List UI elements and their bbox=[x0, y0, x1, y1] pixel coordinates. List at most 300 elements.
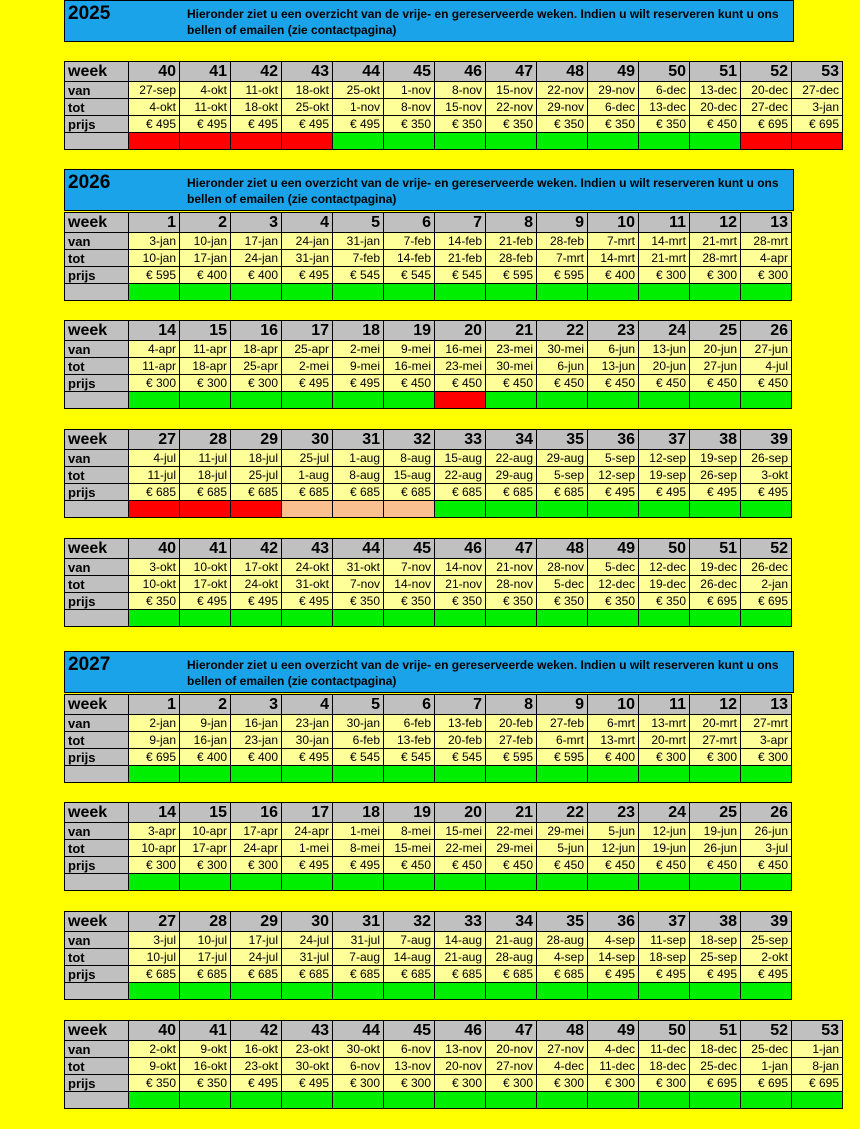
week-row-cell: 11 bbox=[639, 213, 690, 233]
availability-cell bbox=[690, 766, 741, 783]
availability-cell bbox=[282, 610, 333, 627]
week-row-cell: 48 bbox=[537, 539, 588, 559]
van-row-cell: 25-jul bbox=[282, 450, 333, 467]
status-row bbox=[65, 392, 792, 409]
tot-row-cell: 18-apr bbox=[180, 358, 231, 375]
availability-cell bbox=[792, 1092, 843, 1109]
tot-row-cell: 11-dec bbox=[588, 1058, 639, 1075]
prijs-row bbox=[65, 1075, 843, 1092]
week-table bbox=[64, 802, 792, 891]
week-row-cell: 20 bbox=[435, 803, 486, 823]
tot-row-cell: 9-mei bbox=[333, 358, 384, 375]
week-row-cell: 34 bbox=[486, 430, 537, 450]
tot-row-cell: 9-okt bbox=[129, 1058, 180, 1075]
prijs-row bbox=[65, 267, 792, 284]
week-row-cell: 50 bbox=[639, 62, 690, 82]
van-row-label: van bbox=[65, 82, 129, 99]
week-row-cell: 21 bbox=[486, 321, 537, 341]
prijs-row-cell: € 350 bbox=[486, 116, 537, 133]
van-row bbox=[65, 932, 792, 949]
tot-row-cell: 19-sep bbox=[639, 467, 690, 484]
tot-row-cell: 31-jul bbox=[282, 949, 333, 966]
week-row-cell: 15 bbox=[180, 321, 231, 341]
availability-cell bbox=[282, 874, 333, 891]
van-row-cell: 13-feb bbox=[435, 715, 486, 732]
van-row-cell: 2-mei bbox=[333, 341, 384, 358]
availability-cell bbox=[333, 983, 384, 1000]
availability-cell bbox=[537, 874, 588, 891]
prijs-row-cell: € 685 bbox=[129, 484, 180, 501]
prijs-row bbox=[65, 375, 792, 392]
week-row bbox=[65, 213, 792, 233]
tot-row-cell: 4-apr bbox=[741, 250, 792, 267]
availability-cell bbox=[435, 133, 486, 150]
tot-row-cell: 10-apr bbox=[129, 840, 180, 857]
availability-cell bbox=[435, 610, 486, 627]
prijs-row-cell: € 495 bbox=[282, 1075, 333, 1092]
availability-cell bbox=[741, 392, 792, 409]
tot-row-cell: 15-aug bbox=[384, 467, 435, 484]
tot-row-cell: 15-nov bbox=[435, 99, 486, 116]
van-row-cell: 19-sep bbox=[690, 450, 741, 467]
tot-row-cell: 23-mei bbox=[435, 358, 486, 375]
week-row-cell: 25 bbox=[690, 803, 741, 823]
week-table bbox=[64, 694, 792, 783]
week-row-cell: 37 bbox=[639, 430, 690, 450]
van-row-cell: 11-sep bbox=[639, 932, 690, 949]
availability-cell bbox=[741, 983, 792, 1000]
week-row-cell: 52 bbox=[741, 62, 792, 82]
tot-row-cell: 27-nov bbox=[486, 1058, 537, 1075]
tot-row-cell: 2-mei bbox=[282, 358, 333, 375]
week-row-cell: 29 bbox=[231, 430, 282, 450]
tot-row-cell: 24-jul bbox=[231, 949, 282, 966]
tot-row-cell: 1-nov bbox=[333, 99, 384, 116]
week-row-cell: 19 bbox=[384, 803, 435, 823]
availability-cell bbox=[486, 766, 537, 783]
prijs-row-cell: € 685 bbox=[435, 966, 486, 983]
prijs-row-cell: € 350 bbox=[639, 593, 690, 610]
tot-row-label: tot bbox=[65, 732, 129, 749]
prijs-row-cell: € 695 bbox=[129, 749, 180, 766]
availability-cell bbox=[231, 874, 282, 891]
prijs-row-cell: € 450 bbox=[537, 857, 588, 874]
tot-row-cell: 7-nov bbox=[333, 576, 384, 593]
van-row-cell: 18-apr bbox=[231, 341, 282, 358]
availability-cell bbox=[537, 1092, 588, 1109]
prijs-row-cell: € 350 bbox=[384, 593, 435, 610]
tot-row-cell: 15-mei bbox=[384, 840, 435, 857]
van-row-cell: 22-mei bbox=[486, 823, 537, 840]
prijs-row-cell: € 350 bbox=[588, 116, 639, 133]
tot-row-cell: 28-nov bbox=[486, 576, 537, 593]
prijs-row-cell: € 450 bbox=[690, 116, 741, 133]
week-row-cell: 30 bbox=[282, 912, 333, 932]
availability-cell bbox=[231, 766, 282, 783]
week-table bbox=[64, 538, 792, 627]
availability-cell bbox=[333, 610, 384, 627]
week-row-cell: 6 bbox=[384, 213, 435, 233]
tot-row-cell: 25-sep bbox=[690, 949, 741, 966]
reservation-message: Hieronder ziet u een overzicht van de vrije- en gereserveerde weken. Indien u wilt reserveren kunt u ons bellen of emailen (zie contactpagina) bbox=[187, 176, 779, 206]
van-row-cell: 6-feb bbox=[384, 715, 435, 732]
tot-row-cell: 12-dec bbox=[588, 576, 639, 593]
tot-row-cell: 7-mrt bbox=[537, 250, 588, 267]
prijs-row-cell: € 685 bbox=[486, 484, 537, 501]
status-row-label bbox=[65, 983, 129, 1000]
week-row-cell: 16 bbox=[231, 803, 282, 823]
year-title: 2027 bbox=[68, 654, 111, 675]
van-row-cell: 22-aug bbox=[486, 450, 537, 467]
week-row bbox=[65, 912, 792, 932]
tot-row-cell: 25-apr bbox=[231, 358, 282, 375]
tot-row-cell: 30-mei bbox=[486, 358, 537, 375]
tot-row-cell: 27-mrt bbox=[690, 732, 741, 749]
availability-cell bbox=[180, 1092, 231, 1109]
availability-cell bbox=[384, 874, 435, 891]
year-banner-2025 bbox=[64, 0, 794, 42]
prijs-row-cell: € 685 bbox=[384, 966, 435, 983]
tot-row-cell: 25-jul bbox=[231, 467, 282, 484]
status-row-label bbox=[65, 392, 129, 409]
availability-cell bbox=[639, 983, 690, 1000]
availability-cell bbox=[486, 983, 537, 1000]
van-row-cell: 28-mrt bbox=[741, 233, 792, 250]
tot-row-cell: 27-jun bbox=[690, 358, 741, 375]
availability-cell bbox=[435, 501, 486, 518]
availability-cell bbox=[333, 392, 384, 409]
tot-row-cell: 30-jan bbox=[282, 732, 333, 749]
availability-cell bbox=[537, 983, 588, 1000]
week-row-cell: 10 bbox=[588, 213, 639, 233]
van-row-cell: 26-dec bbox=[741, 559, 792, 576]
prijs-row-cell: € 300 bbox=[537, 1075, 588, 1092]
prijs-row-cell: € 350 bbox=[537, 116, 588, 133]
van-row-cell: 23-mei bbox=[486, 341, 537, 358]
van-row-cell: 24-jul bbox=[282, 932, 333, 949]
prijs-row-cell: € 495 bbox=[231, 593, 282, 610]
van-row-cell: 5-dec bbox=[588, 559, 639, 576]
status-row bbox=[65, 874, 792, 891]
availability-cell bbox=[129, 766, 180, 783]
tot-row-cell: 28-mrt bbox=[690, 250, 741, 267]
prijs-row-cell: € 350 bbox=[129, 593, 180, 610]
van-row-cell: 9-jan bbox=[180, 715, 231, 732]
prijs-row-label: prijs bbox=[65, 749, 129, 766]
tot-row-cell: 14-nov bbox=[384, 576, 435, 593]
tot-row-cell: 18-sep bbox=[639, 949, 690, 966]
prijs-row-cell: € 350 bbox=[537, 593, 588, 610]
prijs-row-cell: € 495 bbox=[282, 267, 333, 284]
van-row bbox=[65, 341, 792, 358]
week-row-cell: 35 bbox=[537, 430, 588, 450]
van-row-cell: 29-aug bbox=[537, 450, 588, 467]
prijs-row-cell: € 595 bbox=[486, 267, 537, 284]
availability-cell bbox=[333, 1092, 384, 1109]
van-row-cell: 20-nov bbox=[486, 1041, 537, 1058]
week-row-cell: 38 bbox=[690, 912, 741, 932]
week-row-cell: 18 bbox=[333, 321, 384, 341]
week-row bbox=[65, 62, 843, 82]
van-row-cell: 20-feb bbox=[486, 715, 537, 732]
week-row bbox=[65, 539, 792, 559]
availability-cell bbox=[333, 874, 384, 891]
tot-row-cell: 7-aug bbox=[333, 949, 384, 966]
van-row bbox=[65, 715, 792, 732]
week-row-cell: 31 bbox=[333, 912, 384, 932]
tot-row-cell: 22-nov bbox=[486, 99, 537, 116]
week-row-cell: 39 bbox=[741, 430, 792, 450]
week-row-cell: 36 bbox=[588, 912, 639, 932]
prijs-row-cell: € 450 bbox=[486, 857, 537, 874]
availability-cell bbox=[690, 133, 741, 150]
availability-cell bbox=[639, 392, 690, 409]
availability-cell bbox=[435, 284, 486, 301]
year-banner-2027 bbox=[64, 651, 794, 693]
availability-cell bbox=[435, 874, 486, 891]
prijs-row-cell: € 300 bbox=[384, 1075, 435, 1092]
tot-row-cell: 27-dec bbox=[741, 99, 792, 116]
week-row-cell: 13 bbox=[741, 213, 792, 233]
van-row-cell: 5-sep bbox=[588, 450, 639, 467]
year-title: 2025 bbox=[68, 3, 111, 24]
week-row bbox=[65, 803, 792, 823]
week-row-cell: 43 bbox=[282, 62, 333, 82]
week-row-label: week bbox=[65, 695, 129, 715]
van-row-cell: 16-mei bbox=[435, 341, 486, 358]
van-row-cell: 21-aug bbox=[486, 932, 537, 949]
week-row-cell: 2 bbox=[180, 213, 231, 233]
week-row-cell: 17 bbox=[282, 803, 333, 823]
week-row-cell: 12 bbox=[690, 695, 741, 715]
tot-row-cell: 10-okt bbox=[129, 576, 180, 593]
van-row-cell: 27-dec bbox=[792, 82, 843, 99]
week-row-cell: 10 bbox=[588, 695, 639, 715]
availability-cell bbox=[384, 1092, 435, 1109]
week-row-label: week bbox=[65, 213, 129, 233]
prijs-row-cell: € 300 bbox=[180, 375, 231, 392]
van-row bbox=[65, 233, 792, 250]
van-row-cell: 1-nov bbox=[384, 82, 435, 99]
week-row-label: week bbox=[65, 62, 129, 82]
tot-row-cell: 13-feb bbox=[384, 732, 435, 749]
van-row-cell: 14-mrt bbox=[639, 233, 690, 250]
week-row-cell: 49 bbox=[588, 62, 639, 82]
van-row-cell: 26-sep bbox=[741, 450, 792, 467]
prijs-row-cell: € 695 bbox=[741, 1075, 792, 1092]
prijs-row-cell: € 495 bbox=[741, 966, 792, 983]
availability-cell bbox=[690, 983, 741, 1000]
year-banner-2026 bbox=[64, 169, 794, 211]
tot-row-cell: 19-jun bbox=[639, 840, 690, 857]
tot-row-cell: 4-jul bbox=[741, 358, 792, 375]
week-row-cell: 7 bbox=[435, 213, 486, 233]
prijs-row-label: prijs bbox=[65, 375, 129, 392]
prijs-row-cell: € 595 bbox=[129, 267, 180, 284]
status-row bbox=[65, 610, 792, 627]
prijs-row-cell: € 300 bbox=[231, 375, 282, 392]
van-row-label: van bbox=[65, 450, 129, 467]
van-row-cell: 15-mei bbox=[435, 823, 486, 840]
prijs-row-cell: € 350 bbox=[384, 116, 435, 133]
availability-cell bbox=[690, 284, 741, 301]
prijs-row-cell: € 300 bbox=[231, 857, 282, 874]
van-row-cell: 19-dec bbox=[690, 559, 741, 576]
van-row-cell: 8-aug bbox=[384, 450, 435, 467]
prijs-row-cell: € 685 bbox=[486, 966, 537, 983]
van-row-cell: 7-aug bbox=[384, 932, 435, 949]
van-row-cell: 20-dec bbox=[741, 82, 792, 99]
prijs-row-cell: € 495 bbox=[282, 593, 333, 610]
week-row-label: week bbox=[65, 539, 129, 559]
week-row-cell: 42 bbox=[231, 1021, 282, 1041]
availability-cell bbox=[129, 983, 180, 1000]
availability-cell bbox=[588, 983, 639, 1000]
week-row-cell: 41 bbox=[180, 1021, 231, 1041]
prijs-row-label: prijs bbox=[65, 484, 129, 501]
prijs-row-cell: € 545 bbox=[384, 267, 435, 284]
week-row-cell: 9 bbox=[537, 213, 588, 233]
van-row-label: van bbox=[65, 932, 129, 949]
tot-row-cell: 14-sep bbox=[588, 949, 639, 966]
prijs-row-cell: € 685 bbox=[333, 966, 384, 983]
van-row-cell: 27-jun bbox=[741, 341, 792, 358]
prijs-row-cell: € 495 bbox=[282, 749, 333, 766]
availability-cell bbox=[690, 501, 741, 518]
week-row-cell: 3 bbox=[231, 695, 282, 715]
availability-cell bbox=[282, 983, 333, 1000]
van-row-cell: 1-jan bbox=[792, 1041, 843, 1058]
availability-cell bbox=[180, 610, 231, 627]
prijs-row-cell: € 685 bbox=[231, 484, 282, 501]
status-row-label bbox=[65, 133, 129, 150]
prijs-row-cell: € 350 bbox=[129, 1075, 180, 1092]
tot-row-cell: 6-dec bbox=[588, 99, 639, 116]
week-row-cell: 46 bbox=[435, 539, 486, 559]
status-row-label bbox=[65, 284, 129, 301]
van-row-label: van bbox=[65, 715, 129, 732]
tot-row-cell: 24-okt bbox=[231, 576, 282, 593]
tot-row-cell: 21-feb bbox=[435, 250, 486, 267]
tot-row-cell: 22-mei bbox=[435, 840, 486, 857]
prijs-row bbox=[65, 966, 792, 983]
week-row-cell: 52 bbox=[741, 539, 792, 559]
van-row-cell: 18-jul bbox=[231, 450, 282, 467]
prijs-row-cell: € 300 bbox=[435, 1075, 486, 1092]
week-row-cell: 53 bbox=[792, 62, 843, 82]
availability-cell bbox=[435, 766, 486, 783]
week-row-cell: 27 bbox=[129, 912, 180, 932]
prijs-row-cell: € 495 bbox=[333, 857, 384, 874]
tot-row bbox=[65, 576, 792, 593]
prijs-row-cell: € 400 bbox=[231, 749, 282, 766]
tot-row bbox=[65, 840, 792, 857]
availability-cell bbox=[741, 766, 792, 783]
week-row-cell: 31 bbox=[333, 430, 384, 450]
tot-row-cell: 24-jan bbox=[231, 250, 282, 267]
tot-row-cell: 28-aug bbox=[486, 949, 537, 966]
van-row bbox=[65, 1041, 843, 1058]
van-row-label: van bbox=[65, 823, 129, 840]
availability-cell bbox=[537, 501, 588, 518]
prijs-row-cell: € 400 bbox=[180, 267, 231, 284]
van-row-cell: 20-mrt bbox=[690, 715, 741, 732]
week-row-cell: 26 bbox=[741, 803, 792, 823]
week-row-cell: 41 bbox=[180, 539, 231, 559]
prijs-row-cell: € 495 bbox=[741, 484, 792, 501]
van-row-cell: 12-dec bbox=[639, 559, 690, 576]
week-row-cell: 14 bbox=[129, 321, 180, 341]
prijs-row-cell: € 595 bbox=[486, 749, 537, 766]
week-row-cell: 23 bbox=[588, 321, 639, 341]
van-row-cell: 30-jan bbox=[333, 715, 384, 732]
availability-cell bbox=[639, 1092, 690, 1109]
prijs-row-cell: € 545 bbox=[435, 749, 486, 766]
week-row-cell: 9 bbox=[537, 695, 588, 715]
week-row-cell: 34 bbox=[486, 912, 537, 932]
availability-cell bbox=[384, 610, 435, 627]
tot-row-label: tot bbox=[65, 99, 129, 116]
week-row-cell: 53 bbox=[792, 1021, 843, 1041]
van-row-cell: 5-jun bbox=[588, 823, 639, 840]
tot-row-cell: 18-dec bbox=[639, 1058, 690, 1075]
week-row bbox=[65, 695, 792, 715]
availability-cell bbox=[231, 392, 282, 409]
tot-row-cell: 11-okt bbox=[180, 99, 231, 116]
week-row-cell: 4 bbox=[282, 213, 333, 233]
week-row-cell: 28 bbox=[180, 430, 231, 450]
van-row-cell: 27-sep bbox=[129, 82, 180, 99]
availability-cell bbox=[486, 1092, 537, 1109]
tot-row-cell: 20-mrt bbox=[639, 732, 690, 749]
van-row-cell: 28-nov bbox=[537, 559, 588, 576]
week-row-cell: 20 bbox=[435, 321, 486, 341]
availability-cell bbox=[180, 874, 231, 891]
week-row-cell: 32 bbox=[384, 430, 435, 450]
week-row-cell: 22 bbox=[537, 321, 588, 341]
availability-cell bbox=[690, 874, 741, 891]
van-row-cell: 15-aug bbox=[435, 450, 486, 467]
tot-row-label: tot bbox=[65, 467, 129, 484]
prijs-row-cell: € 300 bbox=[690, 267, 741, 284]
tot-row-cell: 13-jun bbox=[588, 358, 639, 375]
tot-row bbox=[65, 99, 843, 116]
prijs-row-cell: € 495 bbox=[333, 116, 384, 133]
prijs-row-cell: € 350 bbox=[486, 593, 537, 610]
availability-cell bbox=[180, 133, 231, 150]
van-row-cell: 17-apr bbox=[231, 823, 282, 840]
availability-cell bbox=[639, 133, 690, 150]
tot-row-cell: 2-jan bbox=[741, 576, 792, 593]
prijs-row bbox=[65, 116, 843, 133]
week-row-cell: 40 bbox=[129, 1021, 180, 1041]
prijs-row bbox=[65, 749, 792, 766]
van-row-cell: 7-feb bbox=[384, 233, 435, 250]
tot-row-cell: 26-jun bbox=[690, 840, 741, 857]
prijs-row-cell: € 400 bbox=[180, 749, 231, 766]
week-row-label: week bbox=[65, 1021, 129, 1041]
prijs-row-cell: € 300 bbox=[486, 1075, 537, 1092]
status-row-label bbox=[65, 610, 129, 627]
van-row-cell: 27-feb bbox=[537, 715, 588, 732]
week-row-cell: 25 bbox=[690, 321, 741, 341]
availability-cell bbox=[129, 392, 180, 409]
availability-cell bbox=[588, 1092, 639, 1109]
week-row-cell: 8 bbox=[486, 213, 537, 233]
van-row-cell: 11-okt bbox=[231, 82, 282, 99]
week-table bbox=[64, 1020, 843, 1109]
prijs-row-label: prijs bbox=[65, 267, 129, 284]
